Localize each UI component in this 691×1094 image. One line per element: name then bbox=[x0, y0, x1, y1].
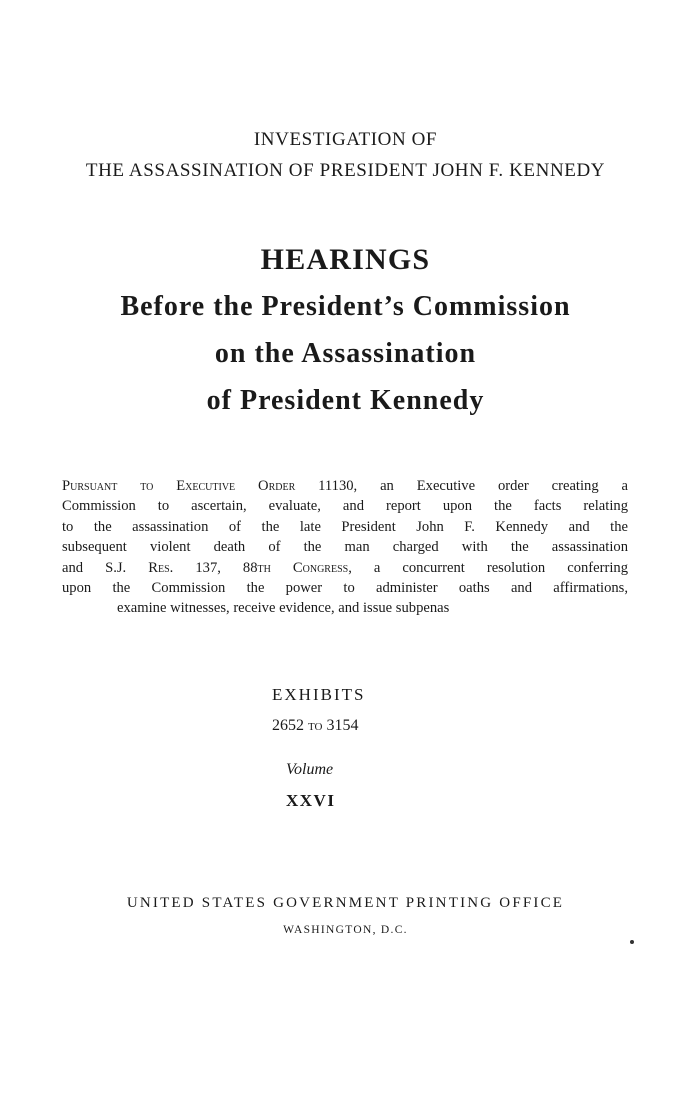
header-line-2: THE ASSASSINATION OF PRESIDENT JOHN F. KENNEDY bbox=[85, 160, 606, 181]
authority-line-7: examine witnesses, receive evidence, and issue subpenas bbox=[117, 600, 450, 617]
subtitle-line-3: of President Kennedy bbox=[206, 385, 485, 416]
authority-paragraph bbox=[62, 476, 628, 619]
print-speck bbox=[630, 940, 634, 944]
authority-line-6: upon the Commission the power to administer oaths and affirmations, bbox=[62, 580, 628, 597]
authority-line-3: to the assassination of the late President John F. Kennedy and the bbox=[62, 518, 628, 535]
authority-line-4: subsequent violent death of the man charged with the assassination bbox=[62, 539, 628, 556]
authority-line-5: and S.J. Res. 137, 88th Congress, a concurrent resolution conferring bbox=[62, 559, 629, 576]
header-line-1: INVESTIGATION OF bbox=[253, 129, 438, 150]
volume-label: Volume bbox=[286, 761, 334, 778]
authority-lead: Pursuant to Executive Order bbox=[62, 478, 296, 494]
authority-line-2: Commission to ascertain, evaluate, and report upon the facts relating bbox=[62, 498, 628, 515]
volume-number: XXVI bbox=[286, 791, 336, 810]
exhibits-label: EXHIBITS bbox=[272, 685, 366, 704]
exhibits-range: 2652 to 3154 bbox=[272, 717, 359, 734]
publisher-name: UNITED STATES GOVERNMENT PRINTING OFFICE bbox=[126, 895, 565, 911]
subtitle-line-2: on the Assassination bbox=[214, 338, 477, 369]
authority-line-1: Pursuant to Executive Order 11130, an Executive order creating a bbox=[62, 478, 628, 494]
hearings-title: HEARINGS bbox=[260, 243, 431, 276]
publisher-location: WASHINGTON, D.C. bbox=[283, 924, 408, 936]
subtitle-line-1: Before the President’s Commission bbox=[120, 291, 571, 322]
